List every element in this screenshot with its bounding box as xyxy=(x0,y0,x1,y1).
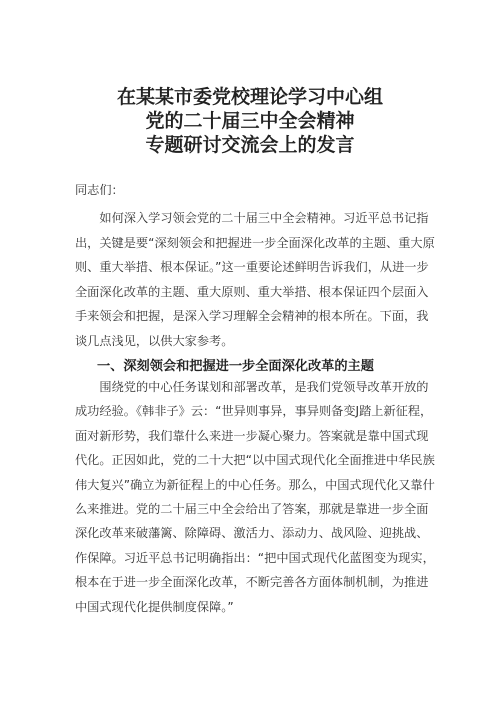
document-title-line-2: 党的二十届三中全会精神 xyxy=(145,110,355,132)
section-1-heading: 一、深刻领会和把握进一步全面深化改革的主题 xyxy=(97,358,374,373)
section-1-paragraph: 围绕党的中心任务谋划和部署改革，是我们党领导改革开放的成功经验。《韩非子》云：“世异则事异，事异则备变J踏上新征程，面对新形势，我们靠什么来进一步凝心聚力。答案就是靠中国式现代化。正因如此，党的二十大把“以中国式现代化全面推进中华民族伟大复兴”确立为新征程上的中心任务。那么，中国式现代化又靠什么来推进。党的二十届三中全会给出了答案，那就是靠进一步全面深化改革来破藩篱、除障碍、激活力、添动力、战风险、迎挑战、作保障。习近平总书记明确指出：“把中国式现代化蓝图变为现实，根本在于进一步全面深化改革，不断完善各方面体制机制，为推进中国式现代化提供制度保障。” xyxy=(75,380,435,614)
intro-paragraph: 如何深入学习领会党的二十届三中全会精神。习近平总书记指出，关键是要“深刻领会和把握进一步全面深化改革的主题、重大原则、重大举措、根本保证。”这一重要论述鲜明告诉我们，从进一步全面深化改革的主题、重大原则、重大举措、根本保证四个层面入手来领会和把握，是深入学习理解全会精神的根本所在。下面，我谈几点浅见，以供大家参考。 xyxy=(75,211,435,348)
salutation: 同志们： xyxy=(75,183,124,197)
document-title-line-1: 在某某市委党校理论学习中心组 xyxy=(116,86,383,108)
document-title-line-3: 专题研讨交流会上的发言 xyxy=(145,134,355,156)
